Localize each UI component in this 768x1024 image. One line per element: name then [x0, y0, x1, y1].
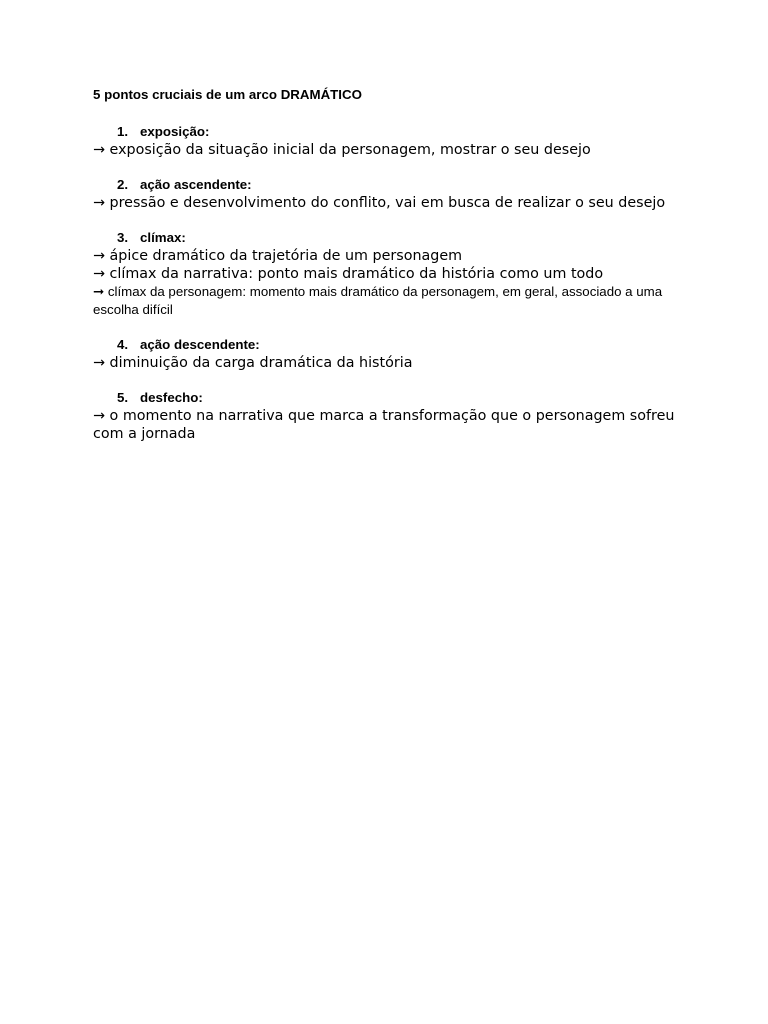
section-heading — [93, 389, 693, 406]
list-number: 5. — [117, 390, 129, 405]
section-desfecho — [93, 389, 693, 443]
section-heading — [93, 123, 693, 140]
list-number: 2. — [117, 177, 129, 192]
heading-label: exposição: — [140, 124, 210, 139]
section-heading — [93, 176, 693, 193]
bullet-line: → clímax da narrativa: ponto mais dramático da história como um todo — [93, 266, 604, 282]
section-acao-descendente — [93, 336, 693, 372]
bullet-line-small: ➞ clímax da personagem: momento mais dramático da personagem, em geral, associado a uma escolha difícil — [93, 284, 663, 317]
section-climax — [93, 229, 693, 319]
document-title: 5 pontos cruciais de um arco DRAMÁTICO — [93, 87, 362, 102]
bullet-line: → diminuição da carga dramática da história — [93, 355, 413, 371]
section-heading — [93, 229, 693, 246]
heading-label: ação ascendente: — [140, 177, 252, 192]
bullet-line: → ápice dramático da trajetória de um personagem — [93, 248, 463, 264]
list-number: 3. — [117, 230, 129, 245]
bullet-line: → pressão e desenvolvimento do conflito, vai em busca de realizar o seu desejo — [93, 195, 666, 211]
section-exposicao — [93, 123, 693, 159]
heading-label: desfecho: — [140, 390, 203, 405]
document-page — [93, 86, 693, 443]
section-heading — [93, 336, 693, 353]
list-number: 1. — [117, 124, 129, 139]
bullet-line: → o momento na narrativa que marca a transformação que o personagem sofreu com a jornada — [93, 408, 675, 442]
heading-label: clímax: — [140, 230, 186, 245]
bullet-line: → exposição da situação inicial da personagem, mostrar o seu desejo — [93, 142, 591, 158]
heading-label: ação descendente: — [140, 337, 260, 352]
section-acao-ascendente — [93, 176, 693, 212]
list-number: 4. — [117, 337, 129, 352]
